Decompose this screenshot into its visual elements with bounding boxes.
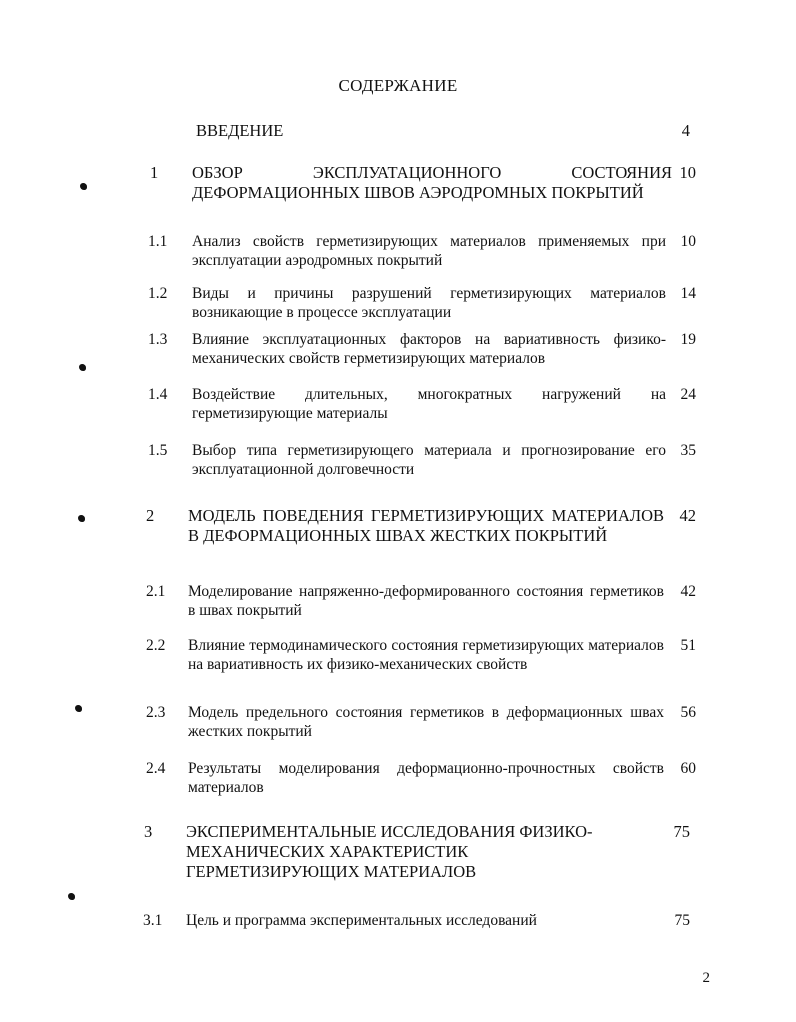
toc-entry-text: ВВЕДЕНИЕ bbox=[196, 121, 284, 140]
toc-entry-page: 75 bbox=[673, 822, 690, 841]
toc-entry-2-2 bbox=[0, 636, 796, 676]
toc-entry-text: ЭКСПЕРИМЕНТАЛЬНЫЕ ИССЛЕДОВАНИЯ ФИЗИКО-МЕХАНИЧЕСКИХ ХАРАКТЕРИСТИК ГЕРМЕТИЗИРУЮЩИХ МАТЕРИАЛОВ bbox=[186, 822, 593, 881]
toc-entry-1-4 bbox=[0, 385, 796, 425]
toc-entry-page: 51 bbox=[680, 637, 696, 654]
toc-entry-text: ОБЗОР ЭКСПЛУАТАЦИОННОГО СОСТОЯНИЯ ДЕФОРМАЦИОННЫХ ШВОВ АЭРОДРОМНЫХ ПОКРЫТИЙ bbox=[192, 163, 672, 202]
toc-entry-page: 10 bbox=[680, 233, 696, 250]
toc-entry-3-1 bbox=[0, 911, 796, 935]
toc-entry-text: Влияние эксплуатационных факторов на вариативность физико-механических свойств герметизирующих материалов bbox=[192, 331, 666, 367]
scan-mark bbox=[79, 364, 86, 371]
toc-entry-number: 2.2 bbox=[146, 637, 166, 654]
toc-entry-text: Виды и причины разрушений герметизирующих материалов возникающие в процессе эксплуатации bbox=[192, 285, 666, 321]
toc-entry-page: 35 bbox=[680, 442, 696, 459]
toc-entry-number: 1 bbox=[150, 163, 159, 182]
toc-entry-number: 2.4 bbox=[146, 760, 166, 777]
toc-entry-1-2 bbox=[0, 284, 796, 324]
toc-entry-text: Воздействие длительных, многократных нагружений на герметизирующие материалы bbox=[192, 386, 666, 422]
toc-entry-2-3 bbox=[0, 703, 796, 743]
toc-entry-text: Моделирование напряженно-деформированного состояния герметиков в швах покрытий bbox=[188, 583, 664, 619]
toc-entry-text: Модель предельного состояния герметиков в деформационных швах жестких покрытий bbox=[188, 704, 664, 740]
toc-entry-number: 1.2 bbox=[148, 285, 168, 302]
toc-entry-page: 75 bbox=[674, 912, 690, 929]
scan-mark bbox=[78, 515, 85, 522]
toc-entry-number: 1.1 bbox=[148, 233, 168, 250]
toc-entry-page: 4 bbox=[681, 121, 690, 140]
toc-entry-page: 42 bbox=[679, 506, 696, 525]
toc-entry-text: Влияние термодинамического состояния герметизирующих материалов на вариативность их физико-механических свойств bbox=[188, 637, 664, 673]
toc-entry-page: 19 bbox=[680, 331, 696, 348]
toc-entry-text: Результаты моделирования деформационно-прочностных свойств материалов bbox=[188, 760, 664, 796]
scan-mark bbox=[68, 893, 75, 900]
toc-entry-page: 10 bbox=[679, 163, 696, 182]
toc-entry-1-5 bbox=[0, 441, 796, 481]
toc-entry-page: 24 bbox=[680, 386, 696, 403]
scan-mark bbox=[75, 705, 82, 712]
toc-entry-chapter-3 bbox=[0, 822, 796, 884]
toc-entry-number: 2.3 bbox=[146, 704, 166, 721]
toc-entry-chapter-2 bbox=[0, 506, 796, 568]
toc-entry-2-4 bbox=[0, 759, 796, 799]
page-number: 2 bbox=[702, 970, 710, 986]
toc-entry-number: 3.1 bbox=[143, 912, 163, 929]
toc-entry-2-1 bbox=[0, 582, 796, 622]
toc-entry-text: Анализ свойств герметизирующих материалов применяемых при эксплуатации аэродромных покрытий bbox=[192, 233, 666, 269]
scan-mark bbox=[80, 183, 87, 190]
toc-entry-intro bbox=[0, 121, 796, 145]
toc-entry-1-1 bbox=[0, 232, 796, 272]
toc-entry-1-3 bbox=[0, 330, 796, 370]
toc-entry-number: 2.1 bbox=[146, 583, 166, 600]
toc-title: СОДЕРЖАНИЕ bbox=[338, 76, 458, 95]
toc-entry-text: Цель и программа экспериментальных исследований bbox=[186, 912, 537, 929]
toc-entry-text: Выбор типа герметизирующего материала и прогнозирование его эксплуатационной долговечности bbox=[192, 442, 666, 478]
toc-entry-number: 1.5 bbox=[148, 442, 168, 459]
toc-entry-number: 3 bbox=[144, 822, 153, 841]
toc-entry-chapter-1 bbox=[0, 163, 796, 207]
toc-entry-text: МОДЕЛЬ ПОВЕДЕНИЯ ГЕРМЕТИЗИРУЮЩИХ МАТЕРИАЛОВ В ДЕФОРМАЦИОННЫХ ШВАХ ЖЕСТКИХ ПОКРЫТИЙ bbox=[188, 506, 664, 545]
toc-entry-number: 1.4 bbox=[148, 386, 168, 403]
toc-entry-page: 56 bbox=[680, 704, 696, 721]
toc-entry-number: 2 bbox=[146, 506, 155, 525]
toc-entry-page: 14 bbox=[680, 285, 696, 302]
toc-entry-page: 42 bbox=[680, 583, 696, 600]
toc-entry-page: 60 bbox=[680, 760, 696, 777]
toc-entry-number: 1.3 bbox=[148, 331, 168, 348]
